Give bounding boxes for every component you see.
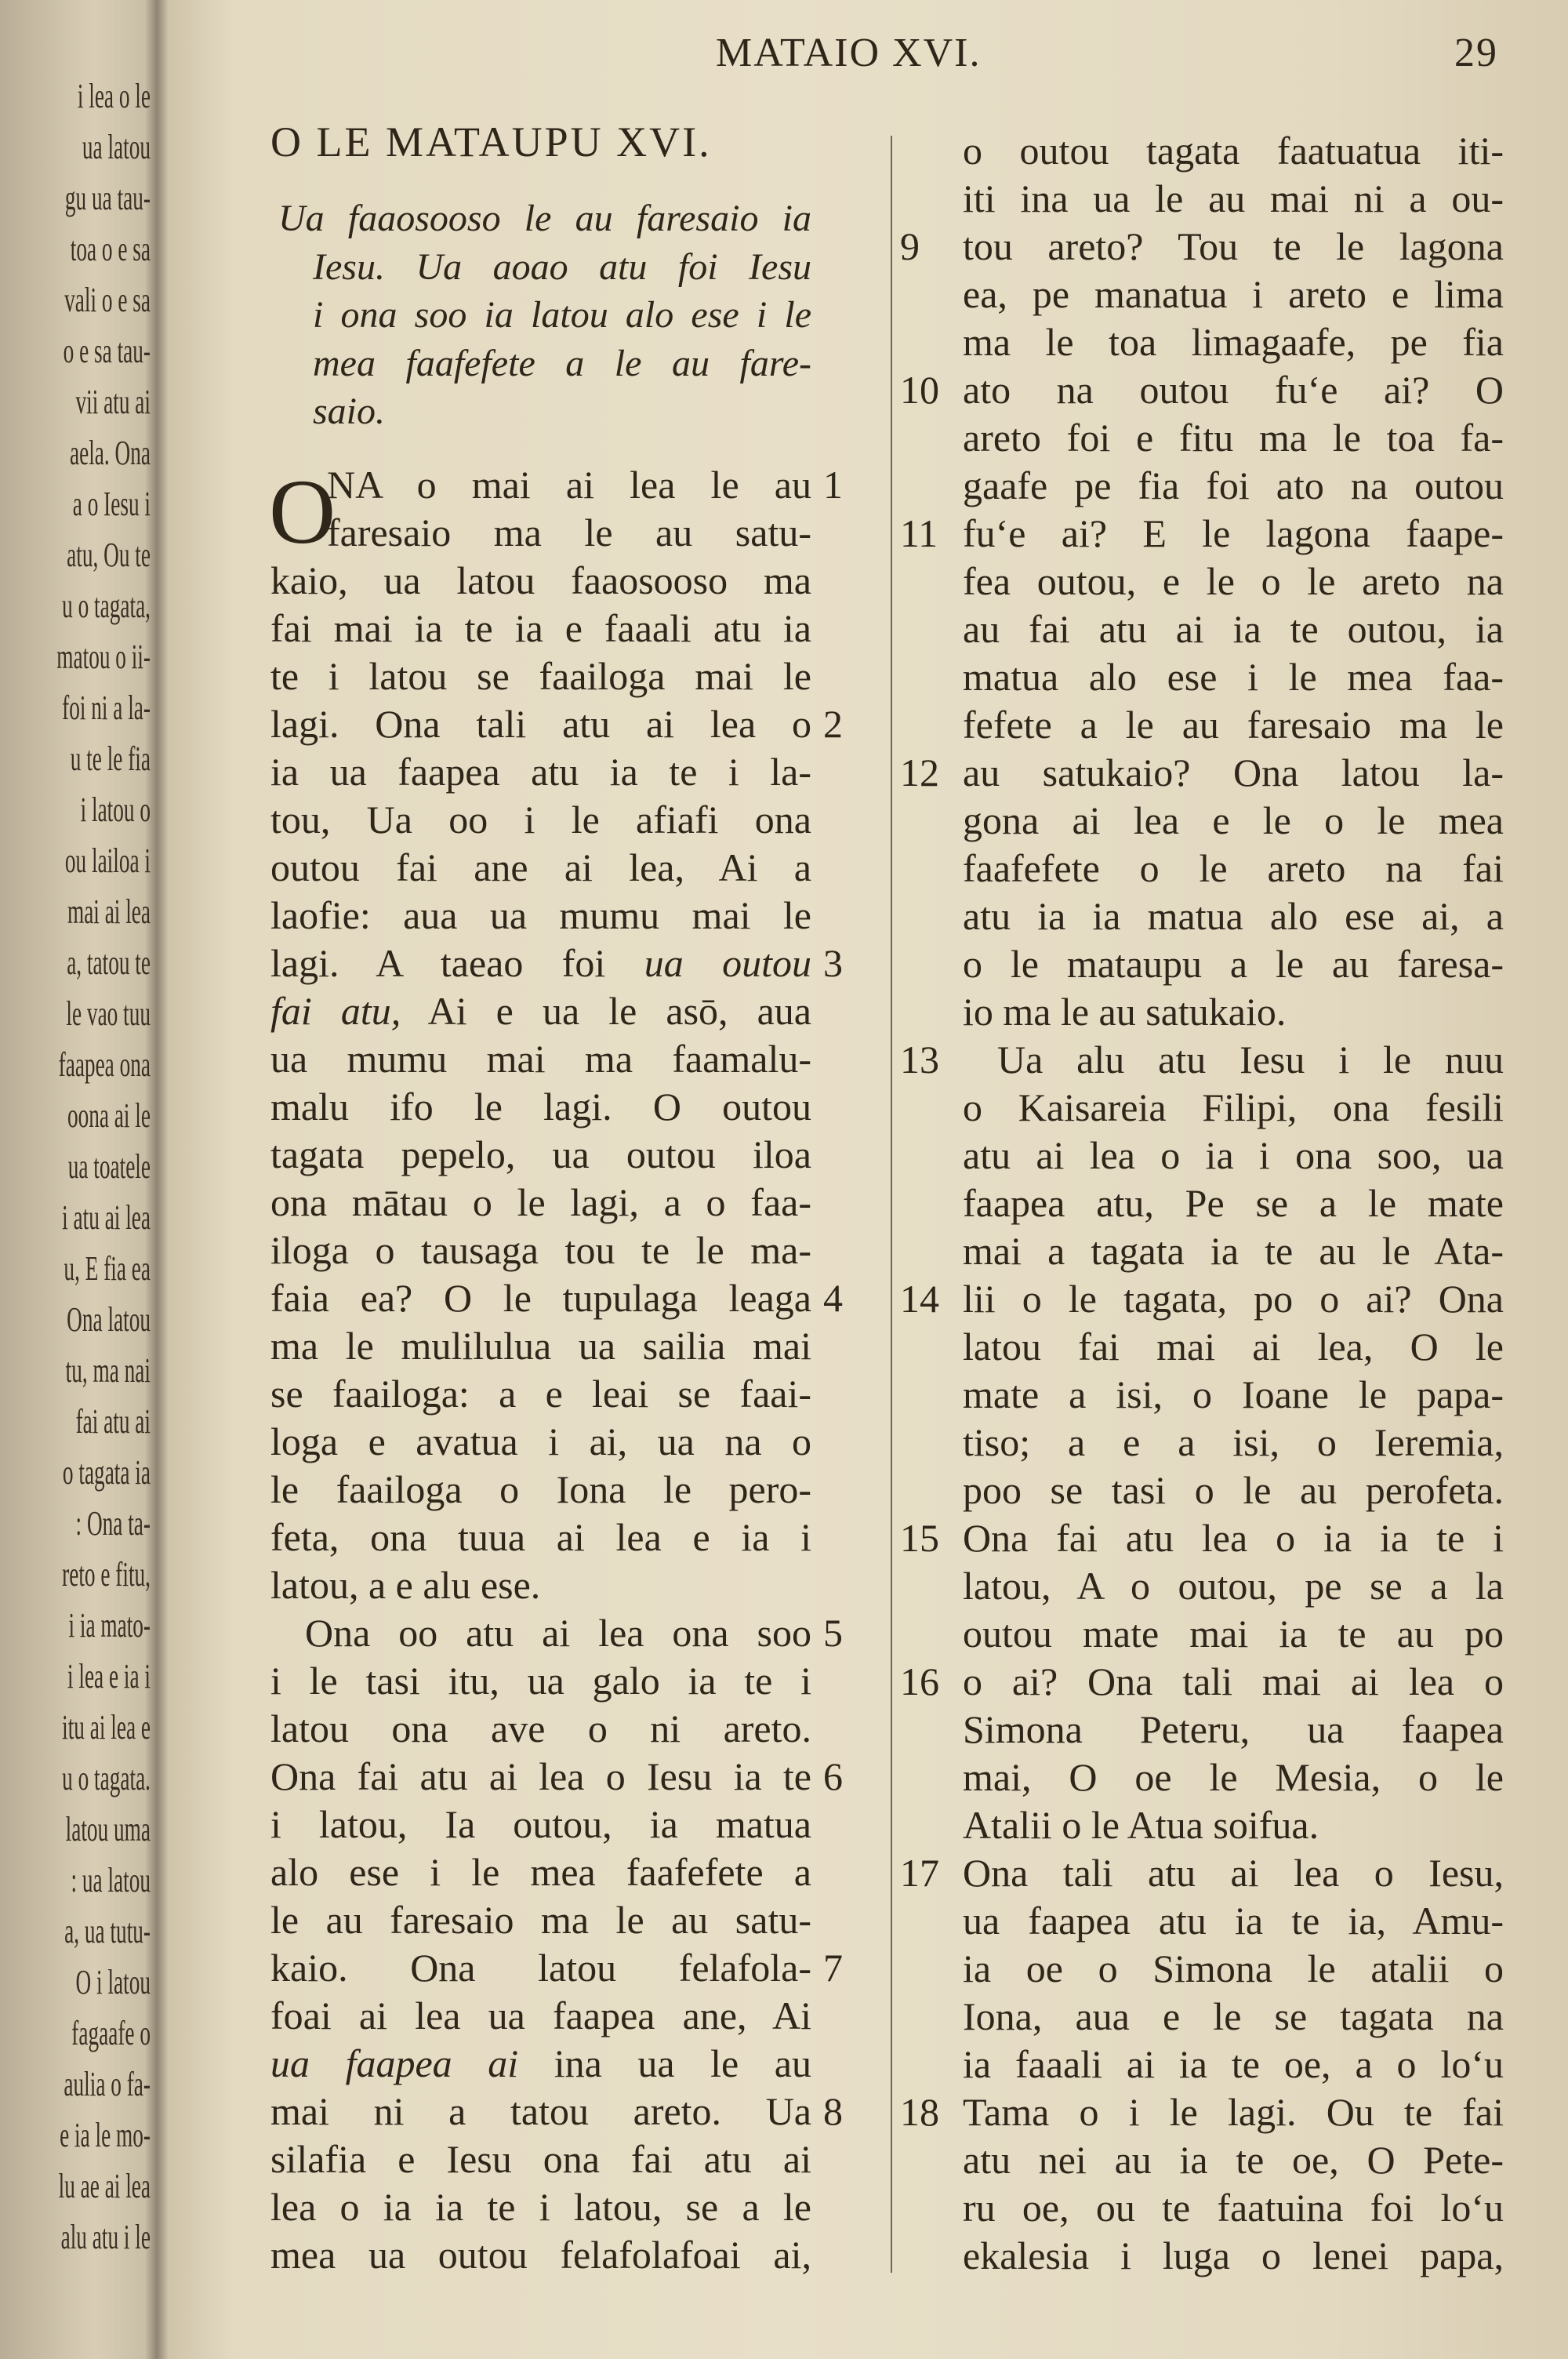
- text-line: [900, 749, 1504, 797]
- adjacent-page-line: mai ai lea: [67, 892, 151, 931]
- text-line: [270, 700, 843, 748]
- adjacent-page-line: ou lailoa i: [64, 841, 151, 880]
- verse-number: 10: [900, 368, 939, 412]
- line-text: fea outou, e le o le areto na: [963, 559, 1504, 603]
- line-text: silafia e Iesu ona fai atu ai: [270, 2137, 811, 2181]
- adjacent-page-line: a o Iesu i: [72, 485, 151, 523]
- adjacent-page-line: Ona latou: [67, 1300, 151, 1339]
- adjacent-page-line: itu ai lea e: [62, 1708, 151, 1747]
- adjacent-page-line: alu atu i le: [60, 2218, 151, 2256]
- summary-line: Ua faaosooso le au faresaio ia: [278, 198, 811, 239]
- line-text: le faailoga o Iona le pero-: [270, 1467, 811, 1511]
- line-text: ekalesia i luga o lenei papa,: [963, 2234, 1504, 2277]
- chapter-title: O LE MATAUPU XVI.: [270, 118, 712, 165]
- text-line: [270, 1609, 843, 1657]
- text-line: [270, 796, 811, 844]
- adjacent-page-line: oona ai le: [67, 1096, 151, 1135]
- text-line: [963, 1323, 1504, 1371]
- text-line: [963, 701, 1504, 749]
- adjacent-page-line: matou o ii-: [56, 638, 151, 676]
- line-text: iti ina ua le au mai ni a ou-: [963, 176, 1504, 220]
- text-line: [963, 1801, 1504, 1849]
- text-line: [963, 605, 1504, 653]
- line-text: gona ai lea e le o le mea: [963, 798, 1504, 842]
- text-line: [963, 1467, 1504, 1514]
- text-line: [270, 1896, 811, 1944]
- line-text: mai a tagata ia te au le Ata-: [963, 1229, 1504, 1273]
- page-number: 29: [1454, 31, 1498, 75]
- text-line: [963, 2184, 1504, 2232]
- summary-line: i ona soo ia latou alo ese i le: [313, 294, 811, 336]
- adjacent-page-line: i latou o: [80, 791, 151, 829]
- text-line: [270, 748, 811, 796]
- line-text: malu ifo le lagi. O outou: [270, 1085, 811, 1129]
- text-line: [963, 1945, 1504, 1993]
- line-text: i le tasi itu, ua galo ia te i: [270, 1659, 811, 1703]
- text-line: [270, 652, 811, 700]
- text-line: [963, 2232, 1504, 2280]
- line-text: o outou tagata faatuatua iti-: [963, 129, 1504, 173]
- line-text: Ona fai atu lea o ia ia te i: [963, 1516, 1504, 1560]
- text-line: [270, 2135, 811, 2183]
- line-text: Simona Peteru, ua faapea: [963, 1707, 1504, 1751]
- drop-cap-letter: O: [269, 460, 336, 563]
- line-text: ia ua faapea atu ia te i la-: [270, 750, 811, 794]
- text-line: [963, 845, 1504, 892]
- line-text: latou fai mai ai lea, O le: [963, 1325, 1504, 1369]
- text-line: [270, 605, 811, 652]
- text-line: [963, 462, 1504, 510]
- text-line: [963, 1371, 1504, 1419]
- line-text: ma le toa limagaafe, pe fia: [963, 320, 1504, 364]
- line-text: au fai atu ai ia te outou, ia: [963, 607, 1504, 651]
- adjacent-page-line: u, E fia ea: [64, 1249, 151, 1288]
- text-line: [900, 1658, 1504, 1706]
- verse-number: 4: [823, 1276, 843, 1320]
- text-line: [270, 1083, 811, 1131]
- text-line: [270, 1801, 811, 1848]
- text-line: [270, 987, 811, 1035]
- text-line: [963, 940, 1504, 988]
- line-text: atu ai lea o ia i ona soo, ua: [963, 1133, 1504, 1177]
- line-text: Ona oo atu ai lea ona soo: [305, 1611, 811, 1655]
- line-text: i latou, Ia outou, ia matua: [270, 1802, 811, 1846]
- verse-number: 14: [900, 1277, 939, 1321]
- line-text: Ona tali atu ai lea o Iesu,: [963, 1851, 1504, 1895]
- line-text: ina ua le au: [518, 2041, 811, 2085]
- line-text: lagi. A taeao foi: [270, 941, 644, 985]
- text-line: [963, 797, 1504, 845]
- text-line: [963, 414, 1504, 462]
- text-line: [900, 1849, 1504, 1897]
- adjacent-page-line: ua latou: [82, 128, 151, 166]
- adjacent-page-line: gu ua tau-: [64, 179, 151, 217]
- line-text: ia oe o Simona le atalii o: [963, 1946, 1504, 1990]
- verse-number: 2: [823, 702, 843, 746]
- line-text: kaio. Ona latou felafola-: [270, 1946, 811, 1990]
- verse-number: 16: [900, 1659, 939, 1703]
- text-line: [270, 1514, 811, 1561]
- line-text: ia faaali ai ia te oe, a o lo‘u: [963, 2042, 1504, 2086]
- adjacent-page-line: vii atu ai: [75, 383, 151, 421]
- text-line: [963, 1419, 1504, 1467]
- text-line: [900, 510, 1504, 558]
- line-text: NA o mai ai lea le au: [327, 463, 811, 507]
- line-text: areto foi e fitu ma le toa fa-: [963, 416, 1504, 460]
- adjacent-page-line: vali o e sa: [64, 281, 151, 319]
- text-line: [270, 557, 811, 605]
- text-line: [963, 1180, 1504, 1227]
- adjacent-page-line: fagaafe o: [71, 2014, 151, 2052]
- verse-number: 5: [823, 1611, 843, 1655]
- line-text: atu ia ia matua alo ese ai, a: [963, 894, 1504, 938]
- line-text: outou fai ane ai lea, Ai a: [270, 845, 811, 889]
- line-text: tou, Ua oo i le afiafi ona: [270, 798, 811, 841]
- line-text: Ua alu atu Iesu i le nuu: [997, 1038, 1504, 1081]
- adjacent-page-line: u te le fia: [70, 740, 151, 778]
- text-line: [963, 271, 1504, 318]
- text-line: [963, 1084, 1504, 1132]
- line-text: foai ai lea ua faapea ane, Ai: [270, 1994, 811, 2037]
- line-text: mate a isi, o Ioane le papa-: [963, 1372, 1504, 1416]
- text-line: [963, 653, 1504, 701]
- text-line: [900, 366, 1504, 414]
- text-line: [963, 988, 1504, 1036]
- text-line: [270, 1274, 843, 1322]
- adjacent-page-line: e ia le mo-: [60, 2116, 151, 2154]
- text-line: [270, 1370, 811, 1418]
- line-text: alo ese i le mea faafefete a: [270, 1850, 811, 1894]
- line-text: lagi. Ona tali atu ai lea o: [270, 702, 811, 746]
- verse-number: 8: [823, 2089, 843, 2133]
- text-line: [270, 844, 811, 892]
- running-head-title: MATAIO XVI.: [716, 31, 982, 75]
- summary-line: Iesu. Ua aoao atu foi Iesu: [313, 245, 811, 288]
- adjacent-page-line: i atu ai lea: [62, 1198, 151, 1237]
- text-line: [900, 1514, 1504, 1562]
- adjacent-page-line: u o tagata,: [62, 587, 151, 625]
- adjacent-page-line: : Ona ta-: [75, 1504, 151, 1543]
- verse-number: 17: [900, 1851, 939, 1895]
- text-line: [270, 509, 811, 557]
- verse-number: 13: [900, 1038, 939, 1081]
- adjacent-page-line: a, tatou te: [67, 943, 151, 982]
- line-text: te i latou se faailoga mai le: [270, 654, 811, 698]
- text-line: [270, 892, 811, 940]
- text-line: [270, 2231, 811, 2279]
- verse-number: 15: [900, 1516, 939, 1560]
- text-line: [270, 2040, 811, 2088]
- line-text: feta, ona tuua ai lea e ia i: [270, 1515, 811, 1559]
- adjacent-page-line: tu, ma nai: [65, 1351, 151, 1390]
- text-line: [963, 1754, 1504, 1801]
- line-text: ua mumu mai ma faamalu-: [270, 1037, 811, 1081]
- line-text: mea ua outou felafolafoai ai,: [270, 2233, 811, 2277]
- text-line: [963, 318, 1504, 366]
- adjacent-page-line: le vao tuu: [66, 994, 151, 1033]
- text-line: [963, 558, 1504, 605]
- line-text: tagata pepelo, ua outou iloa: [270, 1132, 811, 1176]
- adjacent-page-line: : ua latou: [71, 1861, 151, 1899]
- line-text: tou areto? Tou te le lagona: [963, 224, 1504, 268]
- verse-number: 7: [823, 1946, 843, 1990]
- text-line: [270, 1227, 811, 1274]
- line-text: faafefete o le areto na fai: [963, 846, 1504, 890]
- line-text: ma le mulilulua ua sailia mai: [270, 1324, 811, 1368]
- line-text: fai mai ia te ia e faaali atu ia: [270, 606, 811, 650]
- text-line: [270, 1848, 811, 1896]
- line-text: o Kaisareia Filipi, ona fesili: [963, 1085, 1504, 1129]
- line-text: kaio, ua latou faaosooso ma: [270, 558, 811, 602]
- adjacent-page-line: a, ua tutu-: [64, 1912, 151, 1950]
- text-line: [270, 1131, 811, 1179]
- line-text: Ai e ua le asō, aua: [401, 989, 811, 1033]
- text-line: [270, 1705, 811, 1753]
- line-text: latou, a e alu ese.: [270, 1563, 541, 1607]
- adjacent-page-line: ua toatele: [67, 1147, 151, 1186]
- text-line: [963, 1227, 1504, 1275]
- italic-text: fai atu,: [270, 989, 401, 1033]
- line-text: Iona, aua e le se tagata na: [963, 1994, 1504, 2038]
- text-line: [270, 1466, 811, 1514]
- text-line: [270, 1561, 811, 1609]
- left-column-text: [269, 460, 843, 2279]
- line-text: atu nei au ia te oe, O Pete-: [963, 2138, 1504, 2182]
- adjacent-page-line: fai atu ai: [75, 1402, 151, 1441]
- summary-line: saio.: [313, 391, 386, 432]
- adjacent-page-line: toa o e sa: [70, 230, 151, 268]
- verse-number: 18: [900, 2090, 939, 2134]
- text-line: [900, 223, 1504, 271]
- text-line: [270, 1322, 811, 1370]
- adjacent-page-line: O i latou: [75, 1963, 151, 2001]
- adjacent-page-line: i ia mato-: [68, 1606, 151, 1645]
- adjacent-page-line: o tagata ia: [62, 1453, 151, 1492]
- text-line: [270, 1944, 843, 1992]
- adjacent-page-line: o e sa tau-: [63, 332, 151, 370]
- text-line: [270, 2183, 811, 2231]
- adjacent-page-line: i lea o le: [77, 77, 151, 115]
- text-line: [900, 1036, 1504, 1084]
- text-line: [963, 892, 1504, 940]
- adjacent-page-line: atu, Ou te: [67, 536, 151, 574]
- adjacent-page-line: i lea e ia i: [67, 1657, 151, 1696]
- line-text: au satukaio? Ona latou la-: [963, 751, 1504, 794]
- adjacent-page-line: lu ae ai lea: [58, 2167, 151, 2205]
- line-text: gaafe pe fia foi ato na outou: [963, 463, 1504, 507]
- adjacent-page-line: aela. Ona: [70, 434, 151, 472]
- chapter-summary: [278, 194, 811, 436]
- text-line: [270, 1753, 843, 1801]
- adjacent-page-edge: [0, 71, 157, 2345]
- line-text: faia ea? O le tupulaga leaga: [270, 1276, 811, 1320]
- line-text: poo se tasi o le au perofeta.: [963, 1468, 1504, 1512]
- line-text: se faailoga: a e leai se faai-: [270, 1372, 811, 1416]
- italic-text: ua faapea ai: [270, 2041, 519, 2085]
- line-text: ona mātau o le lagi, a o faa-: [270, 1180, 811, 1224]
- text-line: [270, 1418, 811, 1466]
- adjacent-page-line: latou uma: [65, 1810, 151, 1848]
- line-text: fefete a le au faresaio ma le: [963, 703, 1504, 747]
- adjacent-page-line: aulia o fa-: [64, 2065, 151, 2103]
- line-text: o ai? Ona tali mai ai lea o: [963, 1659, 1504, 1703]
- line-text: ru oe, ou te faatuina foi lo‘u: [963, 2186, 1504, 2230]
- adjacent-page-line: u o tagata.: [62, 1759, 151, 1797]
- text-line: [963, 1610, 1504, 1658]
- line-text: laofie: aua ua mumu mai le: [270, 893, 811, 937]
- line-text: latou, A o outou, pe se a la: [963, 1564, 1504, 1608]
- verse-number: 12: [900, 751, 939, 794]
- line-text: le au faresaio ma le au satu-: [270, 1898, 811, 1942]
- text-line: [963, 2136, 1504, 2184]
- line-text: latou ona ave o ni areto.: [270, 1707, 811, 1750]
- text-line: [270, 1035, 811, 1083]
- line-text: Atalii o le Atua soifua.: [963, 1803, 1319, 1847]
- line-text: o le mataupu a le au faresa-: [963, 942, 1504, 986]
- line-text: tiso; a e a isi, o Ieremia,: [963, 1420, 1504, 1464]
- line-text: Tama o i le lagi. Ou te fai: [963, 2090, 1504, 2134]
- line-text: faapea atu, Pe se a le mate: [963, 1181, 1504, 1225]
- text-line: [963, 1897, 1504, 1945]
- text-line: [963, 1993, 1504, 2041]
- text-line: [270, 940, 843, 987]
- text-line: [270, 1179, 811, 1227]
- line-text: fu‘e ai? E le lagona faape-: [963, 511, 1504, 555]
- text-line: [270, 2088, 843, 2135]
- verse-number: 9: [900, 224, 920, 268]
- line-text: Ona fai atu ai lea o Iesu ia te: [270, 1754, 811, 1798]
- right-column-text: [900, 127, 1504, 2280]
- line-text: iloga o tausaga tou te le ma-: [270, 1228, 811, 1272]
- text-line: [963, 2041, 1504, 2088]
- text-line: [963, 1706, 1504, 1754]
- adjacent-page-line: faapea ona: [58, 1045, 151, 1084]
- text-line: [900, 2088, 1504, 2136]
- text-line: [963, 175, 1504, 223]
- verse-number: 3: [823, 941, 843, 985]
- line-text: lii o le tagata, po o ai? Ona: [963, 1277, 1504, 1321]
- line-text: outou mate mai ia te au po: [963, 1612, 1504, 1656]
- line-text: ea, pe manatua i areto e lima: [963, 272, 1504, 316]
- line-text: mai, O oe le Mesia, o le: [963, 1755, 1504, 1799]
- verse-number: 6: [823, 1754, 843, 1798]
- text-line: [900, 1275, 1504, 1323]
- column-divider: [891, 136, 892, 2273]
- line-text: lea o ia ia te i latou, se a le: [270, 2185, 811, 2229]
- text-line: [270, 1992, 811, 2040]
- text-line: [963, 1562, 1504, 1610]
- text-line: [963, 127, 1504, 175]
- summary-line: mea faafefete a le au fare-: [313, 342, 811, 384]
- line-text: ato na outou fu‘e ai? O: [963, 368, 1504, 412]
- text-line: [963, 1132, 1504, 1180]
- line-text: io ma le au satukaio.: [963, 990, 1287, 1034]
- line-text: mai ni a tatou areto. Ua: [270, 2089, 811, 2133]
- line-text: matua alo ese i le mea faa-: [963, 655, 1504, 699]
- line-text: loga e avatua i ai, ua na o: [270, 1419, 811, 1463]
- adjacent-page-line: foi ni a la-: [62, 689, 151, 727]
- verse-number: 1: [823, 463, 843, 507]
- adjacent-page-line: reto e fitu,: [62, 1555, 151, 1594]
- verse-number: 11: [900, 511, 938, 555]
- line-text: ua faapea atu ia te ia, Amu-: [963, 1899, 1504, 1943]
- italic-text: ua outou: [644, 941, 811, 985]
- text-line: [270, 1657, 811, 1705]
- line-text: faresaio ma le au satu-: [327, 511, 811, 554]
